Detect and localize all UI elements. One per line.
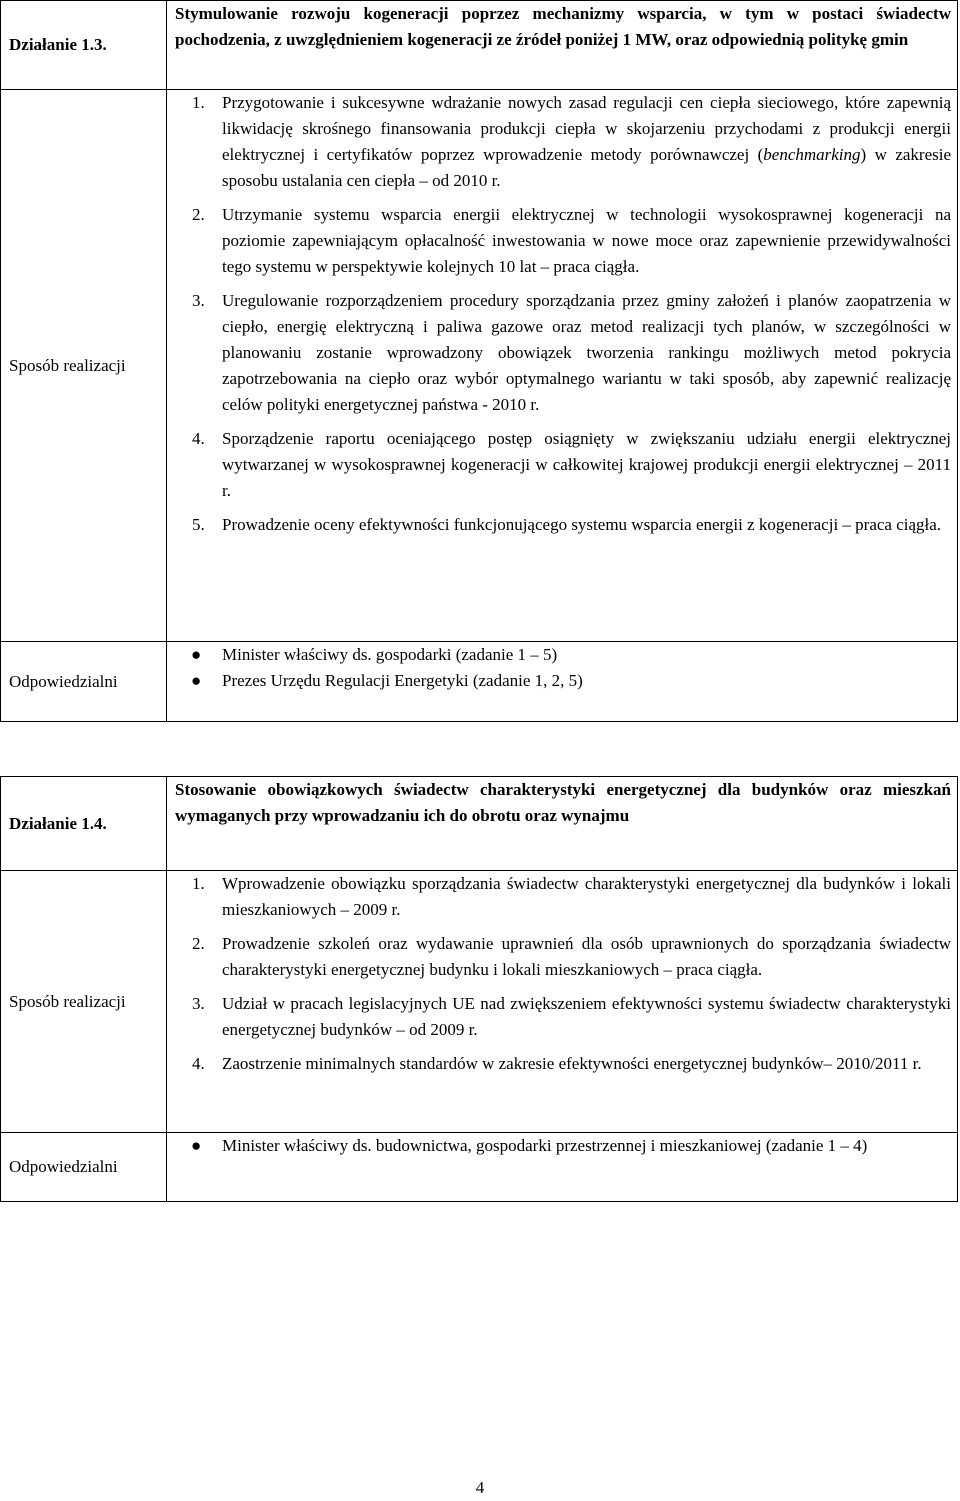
responsible-label: Odpowiedzialni bbox=[1, 642, 167, 722]
bullet-icon: ● bbox=[191, 671, 202, 690]
list-item bbox=[175, 512, 951, 538]
item-text: Prowadzenie szkoleń oraz wydawanie uprawnień dla osób uprawnionych do sporządzania świadectw charakterystyki energetycznej budynku i lokali mieszkaniowych – praca ciągła. bbox=[222, 934, 951, 979]
method-row bbox=[1, 871, 958, 1133]
action-title: Stymulowanie rozwoju kogeneracji poprzez mechanizmy wsparcia, w tym w postaci świadectw pochodzenia, z uwzględnieniem kogeneracji ze źródeł poniżej 1 MW, oraz odpowiednią politykę gmin bbox=[167, 1, 958, 90]
item-number: 3. bbox=[192, 291, 205, 310]
responsible-text: Prezes Urzędu Regulacji Energetyki (zadanie 1, 2, 5) bbox=[222, 671, 583, 690]
method-list bbox=[175, 90, 951, 538]
list-item bbox=[175, 90, 951, 194]
action-table-1-4 bbox=[0, 776, 958, 1202]
list-item bbox=[175, 288, 951, 418]
responsible-list bbox=[175, 1133, 951, 1159]
action-title: Stosowanie obowiązkowych świadectw charakterystyki energetycznej dla budynków oraz mieszkań wymaganych przy wprowadzaniu ich do obrotu oraz wynajmu bbox=[167, 777, 958, 871]
responsible-label: Odpowiedzialni bbox=[1, 1133, 167, 1202]
item-text: Zaostrzenie minimalnych standardów w zakresie efektywności energetycznej budynków– 2010/2011 r. bbox=[222, 1054, 922, 1073]
item-text: Wprowadzenie obowiązku sporządzania świadectw charakterystyki energetycznej dla budynków i lokali mieszkaniowych – 2009 r. bbox=[222, 874, 951, 919]
list-item bbox=[175, 931, 951, 983]
item-text: Uregulowanie rozporządzeniem procedury sporządzania przez gminy założeń i planów zaopatrzenia w ciepło, energię elektryczną i paliwa gazowe oraz metod realizacji tych planów, w szczególności w planowaniu zostanie wprowadzony obowiązek tworzenia rankingu możliwych metod pokrycia zapotrzebowania na ciepło oraz wybór optymalnego wariantu w taki sposób, aby zapewnić realizację celów polityki energetycznej państwa - 2010 r. bbox=[222, 291, 951, 414]
item-text: Utrzymanie systemu wsparcia energii elektrycznej w technologii wysokosprawnej kogeneracji na poziomie zapewniającym opłacalność inwestowania w nowe moce oraz zapewnienie przewidywalności tego systemu w perspektywie kolejnych 10 lat – praca ciągła. bbox=[222, 205, 951, 276]
item-number: 4. bbox=[192, 429, 205, 448]
item-text: ) w zakresie sposobu ustalania cen ciepła – od 2010 r. bbox=[222, 145, 951, 190]
method-row bbox=[1, 90, 958, 642]
item-number: 5. bbox=[192, 515, 205, 534]
method-content bbox=[167, 90, 958, 642]
item-number: 1. bbox=[192, 874, 205, 893]
item-text: Udział w pracach legislacyjnych UE nad zwiększeniem efektywności systemu świadectw charakterystyki energetycznej budynków – od 2009 r. bbox=[222, 994, 951, 1039]
item-number: 4. bbox=[192, 1054, 205, 1073]
bullet-icon: ● bbox=[191, 645, 202, 664]
item-text: Prowadzenie oceny efektywności funkcjonującego systemu wsparcia energii z kogeneracji – praca ciągła. bbox=[222, 515, 942, 534]
item-text: Przygotowanie i sukcesywne wdrażanie nowych zasad regulacji cen ciepła sieciowego, które zapewnią likwidację skrośnego finansowania produkcji ciepła w skojarzeniu przychodami z produkcji energii elektrycznej i certyfikatów poprzez wprowadzenie metody porównawczej ( bbox=[222, 93, 951, 164]
action-label: Działanie 1.4. bbox=[1, 777, 167, 871]
item-text-italic: benchmarking bbox=[763, 145, 861, 164]
method-content bbox=[167, 871, 958, 1133]
list-item bbox=[175, 642, 951, 668]
responsible-list bbox=[175, 642, 951, 694]
method-label: Sposób realizacji bbox=[1, 90, 167, 642]
action-header-row bbox=[1, 1, 958, 90]
method-label: Sposób realizacji bbox=[1, 871, 167, 1133]
list-item bbox=[175, 1051, 951, 1077]
page-number: 4 bbox=[475, 1478, 485, 1497]
action-label: Działanie 1.3. bbox=[1, 1, 167, 90]
list-item bbox=[175, 991, 951, 1043]
list-item bbox=[175, 871, 951, 923]
responsible-text: Minister właściwy ds. gospodarki (zadanie 1 – 5) bbox=[222, 645, 558, 664]
responsible-content bbox=[167, 642, 958, 722]
action-header-row bbox=[1, 777, 958, 871]
bullet-icon: ● bbox=[191, 1136, 202, 1155]
responsible-text: Minister właściwy ds. budownictwa, gospodarki przestrzennej i mieszkaniowej (zadanie 1 – 4) bbox=[222, 1136, 868, 1155]
item-number: 2. bbox=[192, 205, 205, 224]
list-item bbox=[175, 668, 951, 694]
list-item bbox=[175, 1133, 951, 1159]
list-item bbox=[175, 202, 951, 280]
method-list bbox=[175, 871, 951, 1077]
action-table-1-3 bbox=[0, 0, 958, 722]
item-text: Sporządzenie raportu oceniającego postęp osiągnięty w zwiększaniu udziału energii elektrycznej wytwarzanej w wysokosprawnej kogeneracji w całkowitej krajowej produkcji energii elektrycznej – 2011 r. bbox=[222, 429, 951, 500]
responsible-content bbox=[167, 1133, 958, 1202]
item-number: 2. bbox=[192, 934, 205, 953]
list-item bbox=[175, 426, 951, 504]
item-number: 1. bbox=[192, 93, 205, 112]
responsible-row bbox=[1, 1133, 958, 1202]
item-number: 3. bbox=[192, 994, 205, 1013]
responsible-row bbox=[1, 642, 958, 722]
